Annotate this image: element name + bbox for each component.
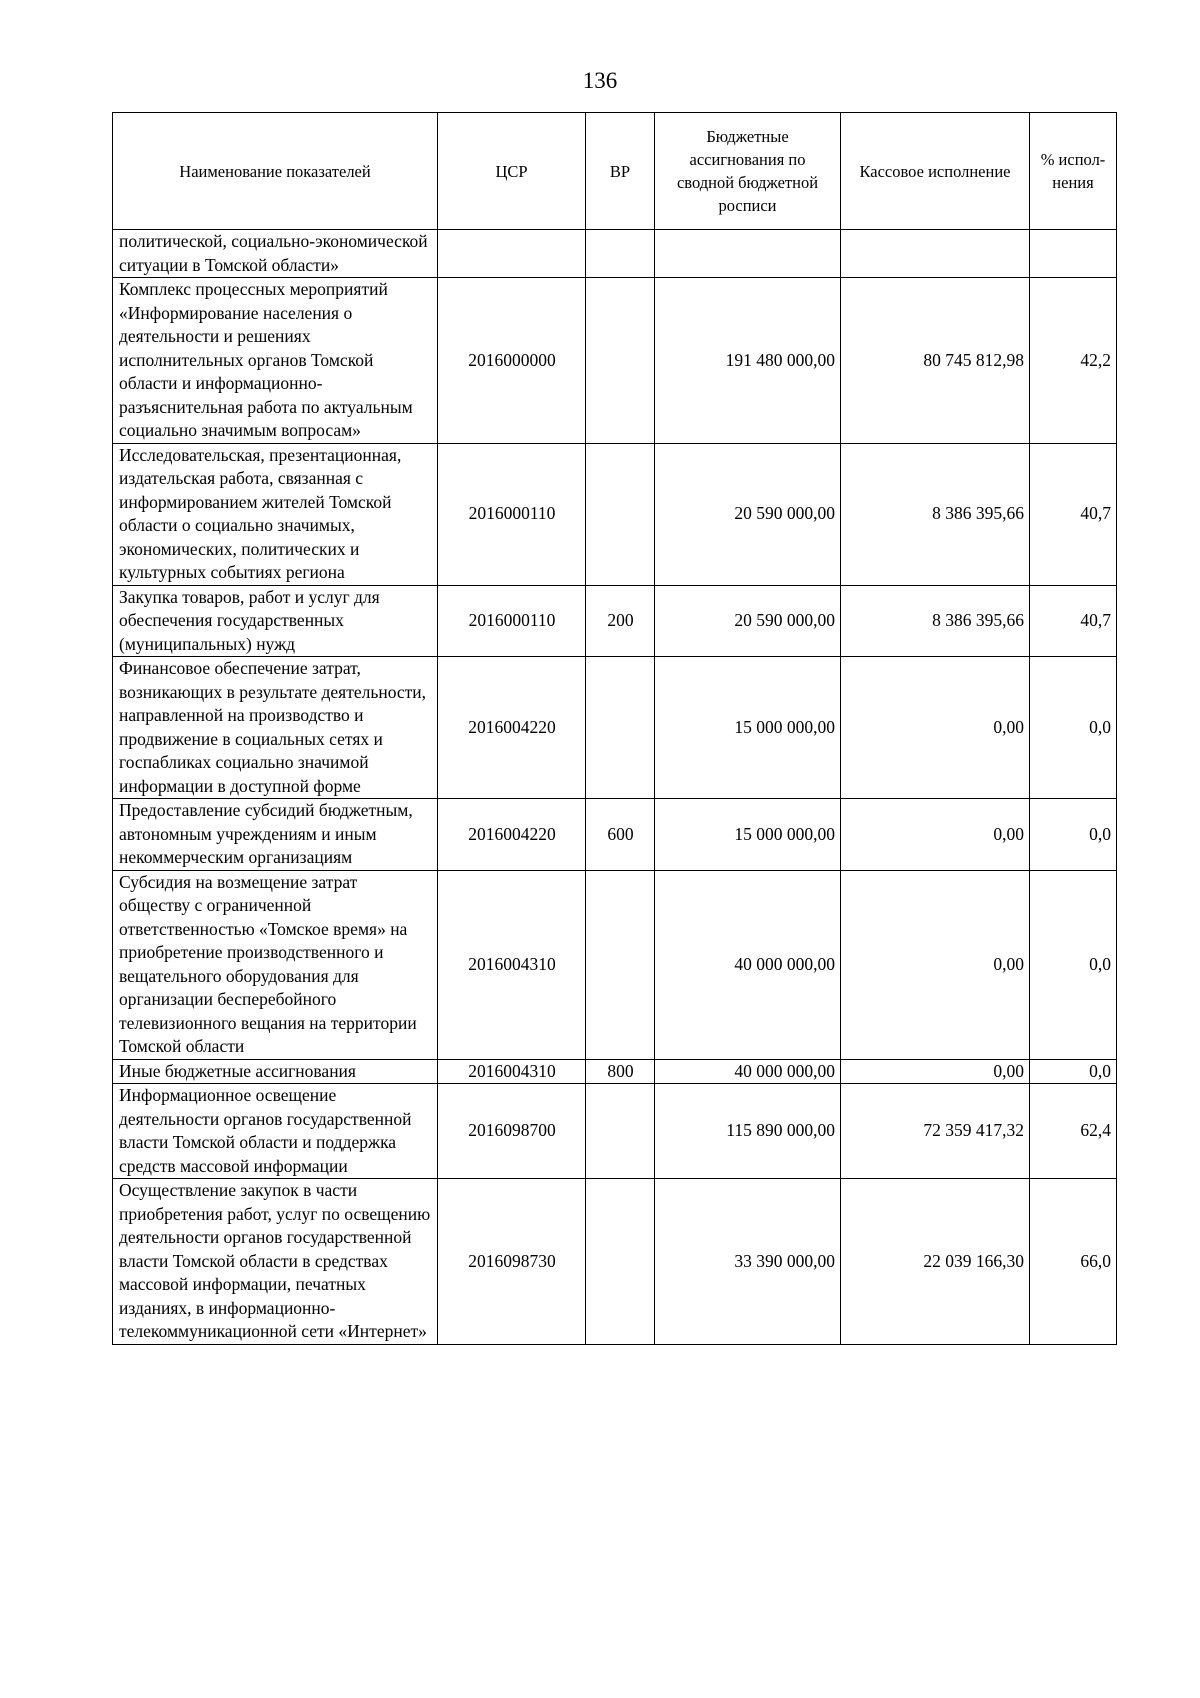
row-assignments: 40 000 000,00 <box>655 870 841 1059</box>
row-cash-execution: 80 745 812,98 <box>841 278 1030 444</box>
row-assignments: 15 000 000,00 <box>655 799 841 871</box>
table-row <box>113 1059 1117 1084</box>
row-assignments <box>655 230 841 278</box>
row-percent: 40,7 <box>1030 585 1117 657</box>
row-cash-execution: 22 039 166,30 <box>841 1179 1030 1345</box>
row-csr: 2016004310 <box>438 1059 586 1084</box>
table-header-row <box>113 113 1117 230</box>
row-percent: 62,4 <box>1030 1084 1117 1179</box>
table-row <box>113 657 1117 799</box>
row-percent: 0,0 <box>1030 657 1117 799</box>
row-csr: 2016004220 <box>438 657 586 799</box>
table-row <box>113 799 1117 871</box>
page-number: 136 <box>582 68 618 93</box>
row-csr: 2016000000 <box>438 278 586 444</box>
header-vr: ВР <box>586 113 655 230</box>
table-row <box>113 278 1117 444</box>
row-name: Осуществление закупок в части приобретения работ, услуг по освещению деятельности органов государственной власти Томской области в средствах массовой информации, печатных изданиях, в информационно-телекоммуникационной сети «Интернет» <box>113 1179 438 1345</box>
row-name: Закупка товаров, работ и услуг для обеспечения государственных (муниципальных) нужд <box>113 585 438 657</box>
row-csr: 2016004310 <box>438 870 586 1059</box>
row-assignments: 40 000 000,00 <box>655 1059 841 1084</box>
row-assignments: 20 590 000,00 <box>655 443 841 585</box>
row-csr: 2016004220 <box>438 799 586 871</box>
row-cash-execution: 72 359 417,32 <box>841 1084 1030 1179</box>
table-row <box>113 1084 1117 1179</box>
row-name: Информационное освещение деятельности органов государственной власти Томской области и поддержка средств массовой информации <box>113 1084 438 1179</box>
row-assignments: 15 000 000,00 <box>655 657 841 799</box>
row-assignments: 20 590 000,00 <box>655 585 841 657</box>
header-assignments: Бюджетные ассигнования по сводной бюджетной росписи <box>655 113 841 230</box>
row-vr: 200 <box>586 585 655 657</box>
row-assignments: 191 480 000,00 <box>655 278 841 444</box>
row-vr <box>586 870 655 1059</box>
row-vr <box>586 443 655 585</box>
row-csr: 2016098730 <box>438 1179 586 1345</box>
row-percent: 0,0 <box>1030 799 1117 871</box>
header-percent-execution: % испол-нения <box>1030 113 1117 230</box>
row-cash-execution: 8 386 395,66 <box>841 585 1030 657</box>
row-vr <box>586 1084 655 1179</box>
row-name: политической, социально-экономической ситуации в Томской области» <box>113 230 438 278</box>
row-name: Финансовое обеспечение затрат, возникающих в результате деятельности, направленной на производство и продвижение в социальных сетях и госпабликах социально значимой информации в доступной форме <box>113 657 438 799</box>
row-cash-execution: 8 386 395,66 <box>841 443 1030 585</box>
row-vr: 600 <box>586 799 655 871</box>
row-name: Предоставление субсидий бюджетным, автономным учреждениям и иным некоммерческим организациям <box>113 799 438 871</box>
row-cash-execution: 0,00 <box>841 657 1030 799</box>
table-row <box>113 870 1117 1059</box>
row-name: Исследовательская, презентационная, издательская работа, связанная с информированием жителей Томской области о социально значимых, экономических, политических и культурных событиях региона <box>113 443 438 585</box>
row-csr: 2016000110 <box>438 585 586 657</box>
table-row <box>113 1179 1117 1345</box>
row-percent: 0,0 <box>1030 1059 1117 1084</box>
row-cash-execution: 0,00 <box>841 1059 1030 1084</box>
row-csr: 2016000110 <box>438 443 586 585</box>
header-cash-execution: Кассовое исполнение <box>841 113 1030 230</box>
row-csr: 2016098700 <box>438 1084 586 1179</box>
header-name: Наименование показателей <box>113 113 438 230</box>
row-percent: 40,7 <box>1030 443 1117 585</box>
row-vr <box>586 230 655 278</box>
table-row <box>113 585 1117 657</box>
row-name: Субсидия на возмещение затрат обществу с ограниченной ответственностью «Томское время» на приобретение производственного и вещательного оборудования для организации бесперебойного телевизионного вещания на территории Томской области <box>113 870 438 1059</box>
row-vr <box>586 657 655 799</box>
row-vr <box>586 278 655 444</box>
table-row <box>113 230 1117 278</box>
row-cash-execution <box>841 230 1030 278</box>
row-name: Иные бюджетные ассигнования <box>113 1059 438 1084</box>
budget-table <box>112 112 1117 1345</box>
row-percent: 66,0 <box>1030 1179 1117 1345</box>
row-assignments: 115 890 000,00 <box>655 1084 841 1179</box>
row-assignments: 33 390 000,00 <box>655 1179 841 1345</box>
table-row <box>113 443 1117 585</box>
row-vr <box>586 1179 655 1345</box>
row-percent <box>1030 230 1117 278</box>
row-vr: 800 <box>586 1059 655 1084</box>
header-csr: ЦСР <box>438 113 586 230</box>
row-percent: 42,2 <box>1030 278 1117 444</box>
row-name: Комплекс процессных мероприятий «Информирование населения о деятельности и решениях исполнительных органов Томской области и информационно-разъяснительная работа по актуальным социально значимым вопросам» <box>113 278 438 444</box>
row-cash-execution: 0,00 <box>841 870 1030 1059</box>
row-csr <box>438 230 586 278</box>
row-percent: 0,0 <box>1030 870 1117 1059</box>
row-cash-execution: 0,00 <box>841 799 1030 871</box>
